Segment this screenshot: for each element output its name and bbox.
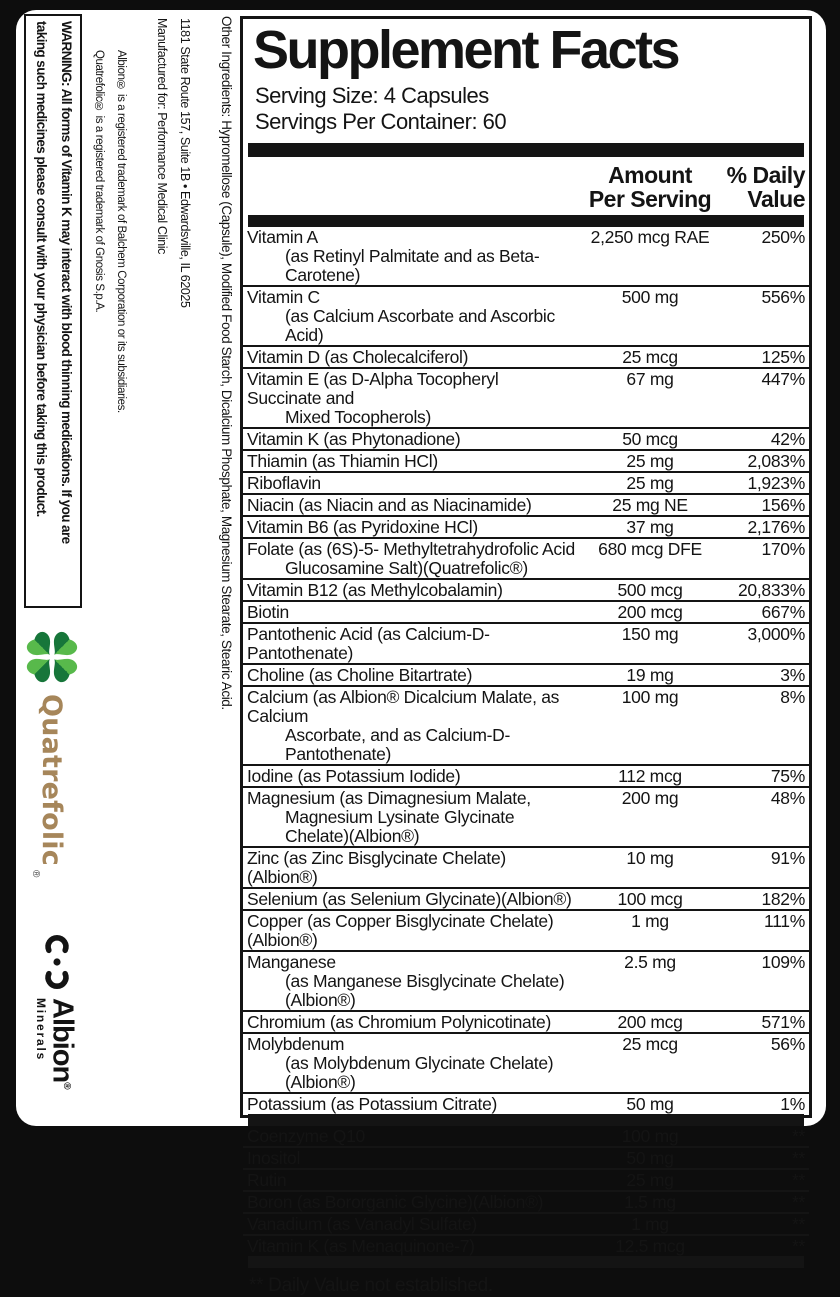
ingredient-row: [243, 1170, 809, 1192]
ingredient-row: [243, 429, 809, 451]
ingredient-name-line2: Glucosamine Salt)(Quatrefolic®): [285, 558, 528, 578]
ingredient-daily-value: 111%: [764, 911, 805, 931]
ingredient-name: Biotin: [247, 602, 289, 622]
ingredient-daily-value: 250%: [761, 227, 805, 247]
ingredient-name: Vitamin D (as Cholecalciferol): [247, 347, 469, 367]
vitamins-minerals-rows: [243, 227, 809, 1114]
ingredient-name-line2: Mixed Tocopherols): [285, 407, 432, 427]
ingredient-amount: 25 mg: [626, 1170, 674, 1190]
ingredient-row: [243, 952, 809, 1012]
ingredient-amount: 25 mg: [626, 451, 674, 471]
ingredient-amount: 500 mcg: [617, 580, 683, 600]
ingredient-daily-value: 109%: [761, 952, 805, 972]
serving-size: Serving Size: 4 Capsules: [255, 83, 489, 108]
ingredient-daily-value: 3,000%: [747, 624, 805, 644]
ingredient-name: Copper (as Copper Bisglycinate Chelate)(Albion®): [247, 911, 554, 950]
ingredient-daily-value: 2,176%: [747, 517, 805, 537]
ingredient-amount: 680 mcg DFE: [598, 539, 702, 559]
ingredient-amount: 1.5 mg: [624, 1192, 676, 1212]
daily-value-column-header: % Daily Value: [726, 162, 805, 212]
trademark-notice: [88, 50, 138, 486]
table-header: [243, 157, 809, 215]
ingredient-name-line2: (as Retinyl Palmitate and as Beta-Carotene): [285, 246, 540, 285]
ingredient-row: [243, 665, 809, 687]
registered-mark: ®: [60, 1082, 72, 1089]
ingredient-amount: 10 mg: [626, 848, 674, 868]
quatrefolic-logo-text: Quatrefolic: [36, 694, 68, 866]
albion-logo-icon: [33, 934, 81, 990]
ingredient-row: [243, 1214, 809, 1236]
ingredient-daily-value: 75%: [770, 766, 805, 786]
ingredient-row: [243, 687, 809, 766]
ingredient-daily-value: 556%: [761, 287, 805, 307]
albion-trademark-line: Albion® is a registered trademark of Balchem Corporation or its subsidiaries.: [115, 50, 127, 413]
ingredient-row: [243, 347, 809, 369]
ingredient-daily-value: **: [791, 1148, 805, 1168]
daily-value-footnote: ** Daily Value not established.: [249, 1275, 493, 1296]
manufacturer-address-line: 1181 State Route 157, Suite 1B • Edwardsville, IL 62025: [178, 18, 192, 308]
ingredient-row: [243, 1094, 809, 1114]
ingredient-amount: 67 mg: [626, 369, 674, 389]
ingredient-row: [243, 539, 809, 580]
ingredient-daily-value: 48%: [770, 788, 805, 808]
divider-bar: [248, 1114, 804, 1126]
ingredient-amount: 25 mcg: [622, 347, 678, 367]
warning-text-line: WARNING: All forms of Vitamin K may interact with blood thinning medications. If you are: [59, 21, 74, 544]
label-background: [16, 10, 826, 1296]
ingredient-amount: 19 mg: [626, 665, 674, 685]
ingredient-daily-value: **: [791, 1236, 805, 1256]
quatrefolic-logo: [20, 628, 84, 928]
registered-mark: ®: [30, 869, 41, 878]
divider-bar: [248, 215, 804, 227]
warning-box: [24, 14, 82, 608]
ingredient-name: Magnesium (as Dimagnesium Malate, Magnesium Lysinate Glycinate Chelate)(Albion®): [243, 789, 575, 846]
ingredient-row: [243, 369, 809, 429]
ingredient-row: [243, 1126, 809, 1148]
manufacturer-line: Manufactured for: Performance Medical Clinic: [155, 18, 169, 254]
ingredient-name: Vanadium (as Vanadyl Sulfate): [247, 1214, 477, 1234]
ingredient-name: Choline (as Choline Bitartrate): [247, 665, 473, 685]
ingredient-daily-value: 20,833%: [738, 580, 805, 600]
ingredient-amount: 200 mg: [621, 788, 679, 808]
ingredient-name-line2: (as Calcium Ascorbate and Ascorbic Acid): [285, 306, 555, 345]
ingredient-row: [243, 227, 809, 287]
ingredient-amount: 200 mcg: [617, 602, 683, 622]
albion-logo-subtitle: Minerals: [34, 998, 49, 1062]
ingredient-row: [243, 495, 809, 517]
ingredient-row: [243, 889, 809, 911]
ingredient-daily-value: 2,083%: [747, 451, 805, 471]
warning-text-line: taking such medicines please consult with your physician before taking this product.: [34, 21, 49, 517]
ingredient-daily-value: 125%: [761, 347, 805, 367]
divider-bar: [248, 1256, 804, 1268]
ingredient-name: Zinc (as Zinc Bisglycinate Chelate)(Albion®): [247, 848, 506, 887]
ingredient-amount: 150 mg: [621, 624, 679, 644]
ingredient-daily-value: 571%: [761, 1012, 805, 1032]
panel-title: Supplement Facts: [253, 20, 679, 80]
ingredient-daily-value: **: [791, 1170, 805, 1190]
ingredient-daily-value: 667%: [761, 602, 805, 622]
ingredient-name-line2: Magnesium Lysinate Glycinate Chelate)(Albion®): [285, 807, 515, 846]
ingredient-name: Vitamin K (as Menaquinone-7): [247, 1236, 475, 1256]
other-ingredients-text: Other Ingredients: Hypromellose (Capsule), Modified Food Starch, Dicalcium Phosphate, Magnesium Stearate, Stearic Acid.: [219, 16, 234, 710]
ingredient-row: [243, 451, 809, 473]
servings-per-container: Servings Per Container: 60: [255, 109, 507, 134]
divider-bar: [248, 143, 804, 157]
ingredient-name: Vitamin E (as D-Alpha Tocopheryl Succinate and Mixed Tocopherols): [243, 370, 575, 427]
ingredient-name: Niacin (as Niacin and as Niacinamide): [247, 495, 532, 515]
ingredient-amount: 100 mg: [621, 687, 679, 707]
ingredient-amount: 500 mg: [621, 287, 679, 307]
ingredient-row: [243, 287, 809, 347]
albion-logo-text: Albion®: [46, 998, 79, 1089]
ingredient-amount: 1 mg: [631, 911, 669, 931]
ingredient-name: Molybdenum (as Molybdenum Glycinate Chelate)(Albion®): [243, 1035, 575, 1092]
ingredient-amount: 25 mg: [626, 473, 674, 493]
ingredient-daily-value: 91%: [770, 848, 805, 868]
ingredient-amount: 2.5 mg: [624, 952, 676, 972]
ingredient-name: Vitamin A (as Retinyl Palmitate and as Beta-Carotene): [243, 228, 575, 285]
ingredient-amount: 50 mg: [626, 1094, 674, 1114]
other-nutrients-rows: [243, 1126, 809, 1256]
ingredient-name: Rutin: [247, 1170, 287, 1190]
ingredient-daily-value: 1,923%: [747, 473, 805, 493]
ingredient-name: Vitamin K (as Phytonadione): [247, 429, 461, 449]
ingredient-row: [243, 580, 809, 602]
ingredient-name: Boron (as Bororganic Glycine)(Albion®): [247, 1192, 544, 1212]
ingredient-daily-value: 156%: [761, 495, 805, 515]
supplement-facts-panel: [240, 16, 812, 1296]
ingredient-name: Chromium (as Chromium Polynicotinate): [247, 1012, 551, 1032]
ingredient-amount: 100 mg: [621, 1126, 679, 1146]
ingredient-name: Vitamin B6 (as Pyridoxine HCl): [247, 517, 478, 537]
ingredient-name: Pantothenic Acid (as Calcium-D-Pantothenate): [247, 624, 490, 663]
ingredient-amount: 100 mcg: [617, 889, 683, 909]
ingredient-row: [243, 1192, 809, 1214]
ingredient-amount: 12.5 mcg: [615, 1236, 685, 1256]
ingredient-name: Folate (as (6S)-5- Methyltetrahydrofolic Acid Glucosamine Salt)(Quatrefolic®): [247, 539, 575, 578]
ingredient-amount: 1 mg: [631, 1214, 669, 1234]
ingredient-name: Iodine (as Potassium Iodide): [247, 766, 461, 786]
ingredient-amount: 112 mcg: [618, 766, 682, 786]
ingredient-daily-value: 3%: [780, 665, 805, 685]
ingredient-row: [243, 1236, 809, 1256]
albion-minerals-logo: [24, 934, 90, 1109]
ingredient-amount: 37 mg: [626, 517, 674, 537]
ingredient-name: Thiamin (as Thiamin HCl): [247, 451, 438, 471]
ingredient-amount: 50 mcg: [622, 429, 678, 449]
ingredient-amount: 50 mg: [626, 1148, 674, 1168]
ingredient-row: [243, 602, 809, 624]
ingredient-row: [243, 517, 809, 539]
ingredient-row: [243, 624, 809, 665]
ingredient-name: Inositol: [247, 1148, 301, 1168]
ingredient-row: [243, 1034, 809, 1094]
ingredient-name-line2: (as Molybdenum Glycinate Chelate)(Albion®): [285, 1053, 554, 1092]
ingredient-amount: 200 mcg: [617, 1012, 683, 1032]
ingredient-name-line2: Ascorbate, and as Calcium-D-Pantothenate): [285, 725, 511, 764]
ingredient-row: [243, 1148, 809, 1170]
ingredient-name: Selenium (as Selenium Glycinate)(Albion®): [247, 889, 572, 909]
ingredient-daily-value: **: [791, 1214, 805, 1234]
ingredient-row: [243, 473, 809, 495]
ingredient-row: [243, 766, 809, 788]
ingredient-daily-value: 1%: [780, 1094, 805, 1114]
ingredient-name: Vitamin B12 (as Methylcobalamin): [247, 580, 503, 600]
ingredient-row: [243, 788, 809, 848]
ingredient-daily-value: 170%: [761, 539, 805, 559]
ingredient-daily-value: **: [791, 1126, 805, 1146]
ingredient-daily-value: 447%: [761, 369, 805, 389]
ingredient-daily-value: 182%: [761, 889, 805, 909]
ingredient-name: Calcium (as Albion® Dicalcium Malate, as Calcium Ascorbate, and as Calcium-D-Pantothenate): [243, 688, 575, 764]
ingredient-name-line2: (as Manganese Bisglycinate Chelate)(Albion®): [285, 971, 565, 1010]
ingredient-row: [243, 848, 809, 889]
ingredient-amount: 25 mcg: [622, 1034, 678, 1054]
amount-column-header: Amount Per Serving: [588, 162, 712, 212]
ingredient-name: Coenzyme Q10: [247, 1126, 365, 1146]
ingredient-row: [243, 1012, 809, 1034]
quatrefolic-clover-icon: [23, 628, 81, 686]
ingredient-amount: 2,250 mcg RAE: [590, 227, 710, 247]
quatrefolic-trademark-line: Quatrefolic® is a registered trademark of Gnosis S.p.A.: [93, 50, 105, 313]
ingredient-daily-value: 42%: [770, 429, 805, 449]
ingredient-name: Riboflavin: [247, 473, 321, 493]
ingredient-name: Vitamin C (as Calcium Ascorbate and Ascorbic Acid): [243, 288, 575, 345]
serving-info: [243, 79, 809, 143]
ingredient-daily-value: 8%: [780, 687, 805, 707]
ingredient-daily-value: 56%: [770, 1034, 805, 1054]
manufacturer-info: [150, 18, 202, 370]
ingredient-name: Manganese (as Manganese Bisglycinate Chelate)(Albion®): [243, 953, 575, 1010]
ingredient-amount: 25 mg NE: [612, 495, 688, 515]
ingredient-daily-value: **: [791, 1192, 805, 1212]
ingredient-row: [243, 911, 809, 952]
ingredient-name: Potassium (as Potassium Citrate): [247, 1094, 498, 1114]
